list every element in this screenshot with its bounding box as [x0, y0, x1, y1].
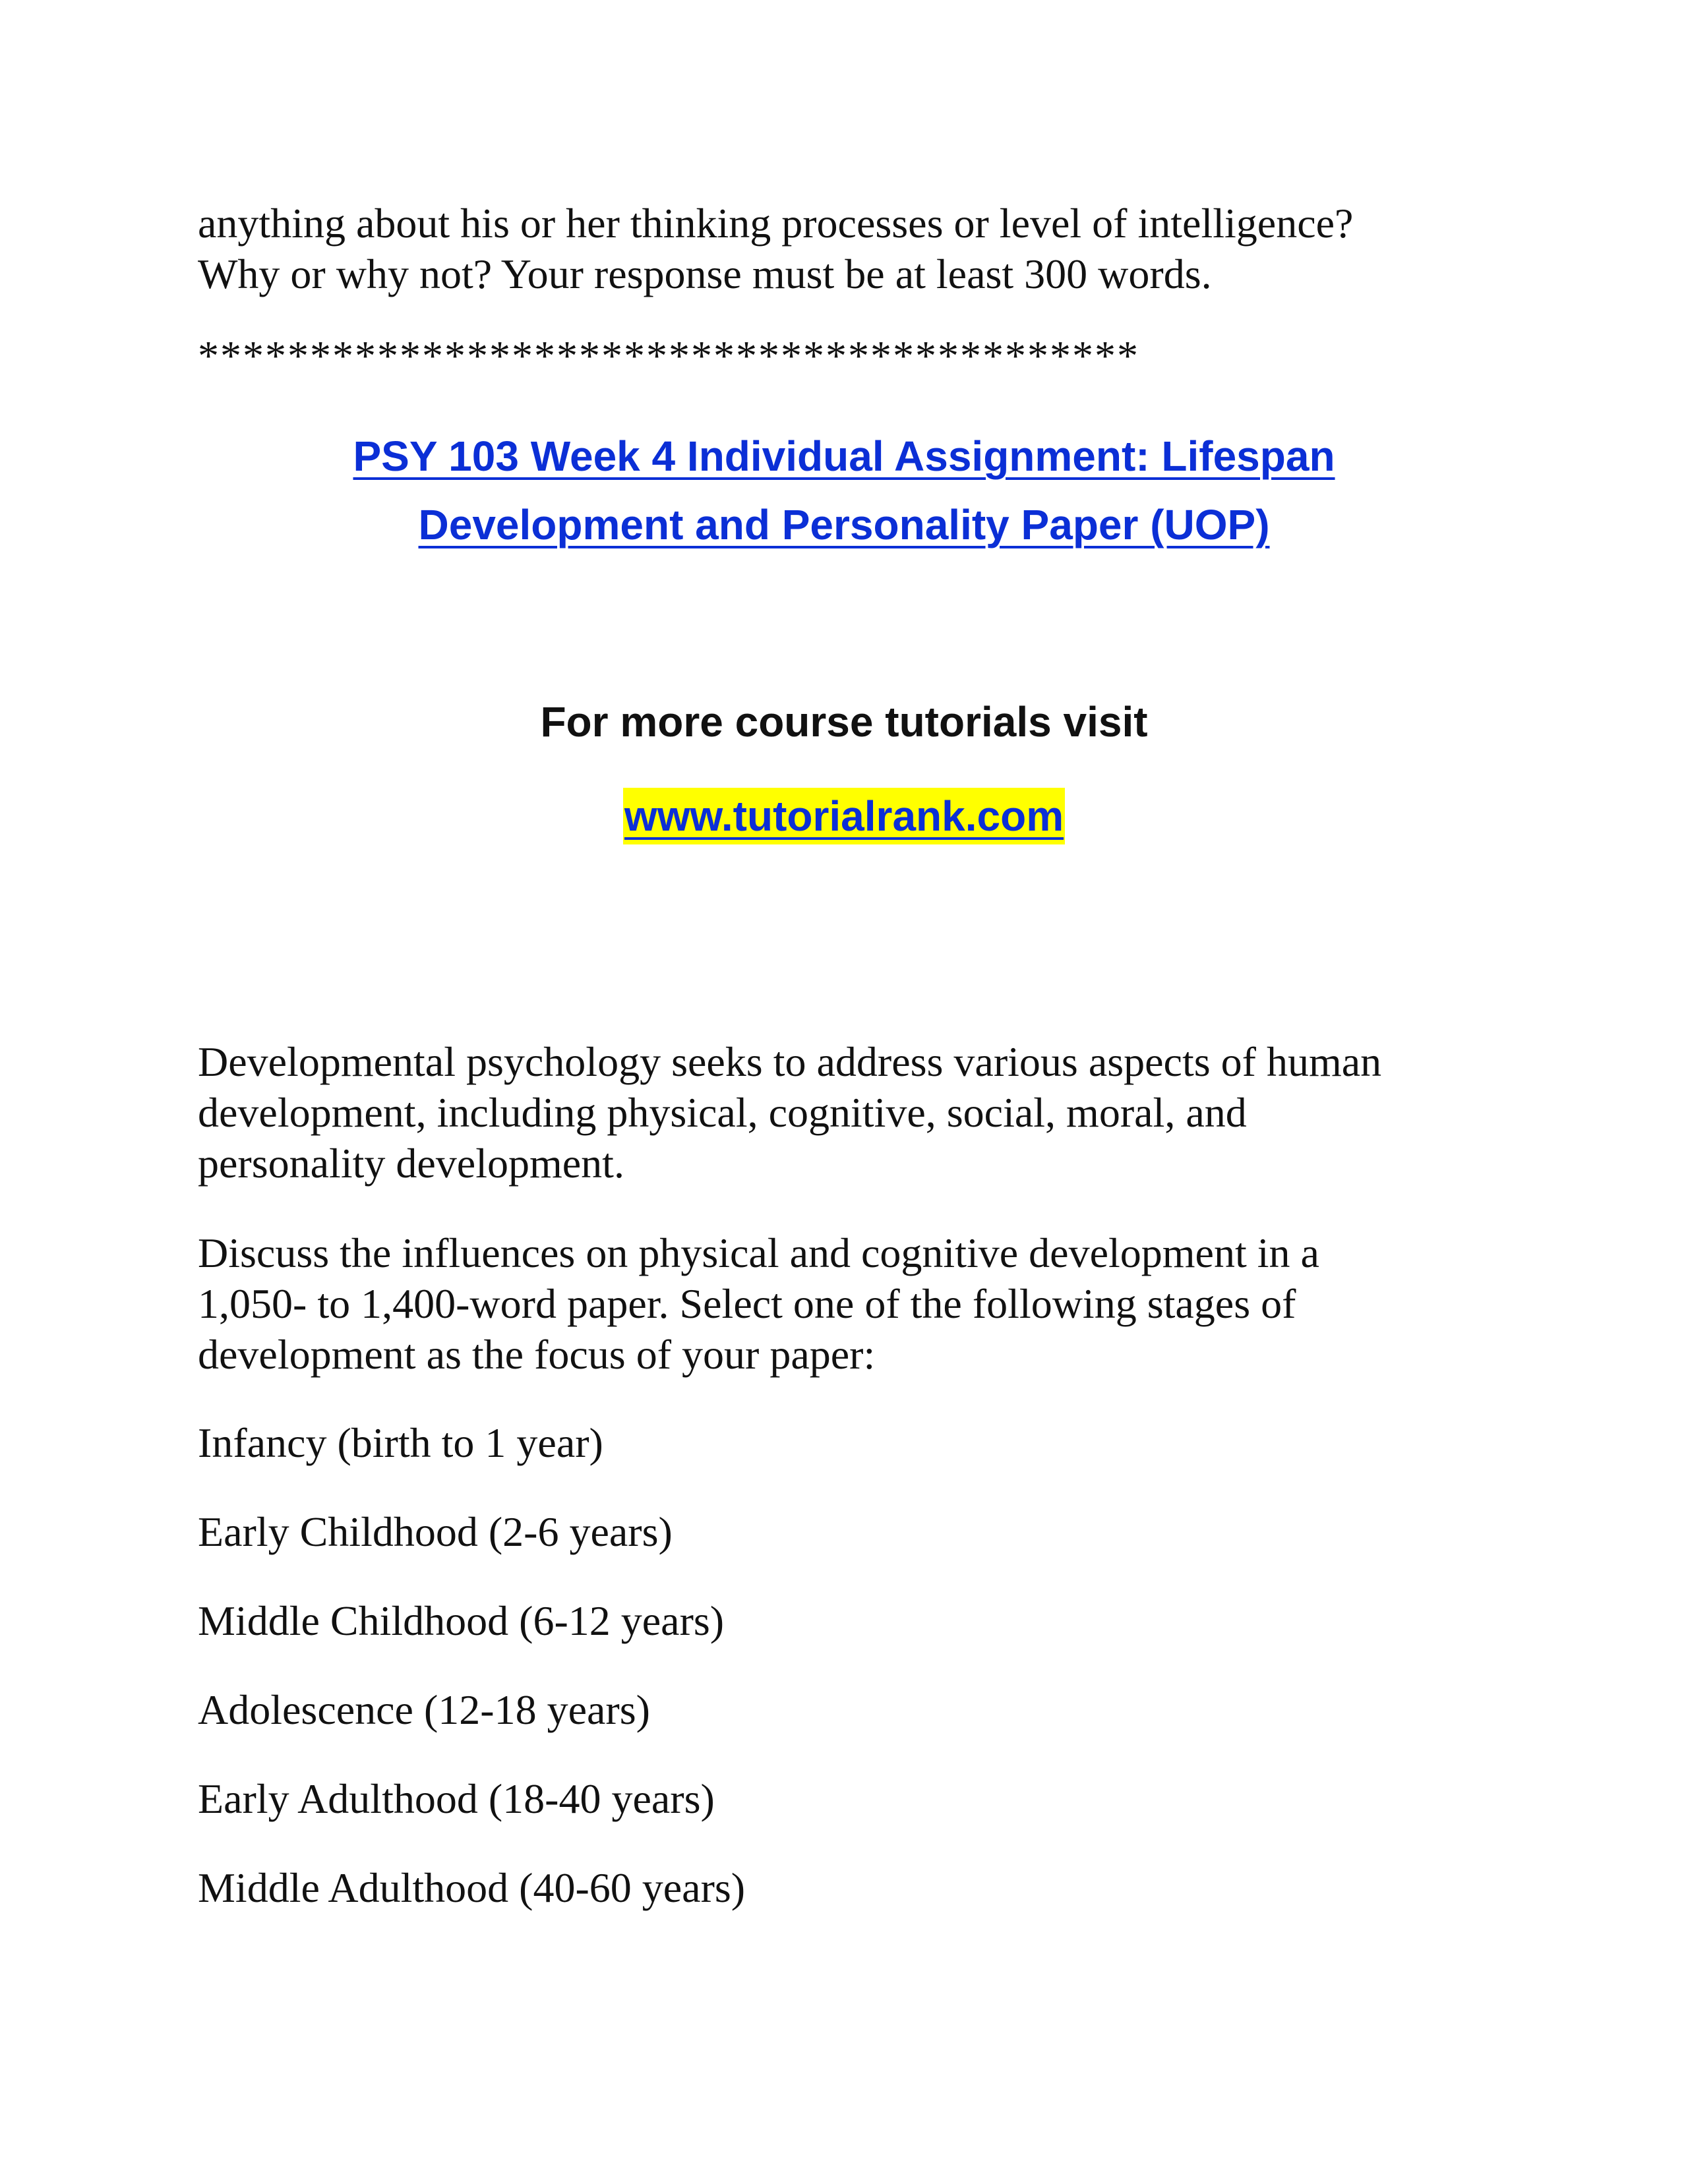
intro-line: anything about his or her thinking processes or level of intelligence?	[198, 200, 1354, 247]
url-container	[0, 788, 1688, 844]
assignment-title-link-line-2[interactable]: Development and Personality Paper (UOP)	[418, 501, 1270, 548]
assignment-title-link-line-1[interactable]: PSY 103 Week 4 Individual Assignment: Lifespan	[353, 432, 1335, 480]
visit-text: For more course tutorials visit	[540, 698, 1148, 746]
stage-item-adolescence: Adolescence (12-18 years)	[198, 1686, 650, 1733]
paragraph-line: development, including physical, cognitive, social, moral, and	[198, 1089, 1247, 1136]
paragraph-line: 1,050- to 1,400-word paper. Select one of the following stages of	[198, 1280, 1296, 1327]
stage-item-middle-adulthood: Middle Adulthood (40-60 years)	[198, 1864, 746, 1911]
stage-item-early-adulthood: Early Adulthood (18-40 years)	[198, 1775, 715, 1822]
intro-paragraph	[198, 198, 1490, 299]
paragraph-line: Discuss the influences on physical and cognitive development in a	[198, 1229, 1319, 1276]
paragraph-line: personality development.	[198, 1140, 624, 1187]
paragraph-developmental-psychology	[198, 1036, 1490, 1189]
stage-item-early-childhood: Early Childhood (2-6 years)	[198, 1508, 673, 1555]
paragraph-line: Developmental psychology seeks to address various aspects of human	[198, 1038, 1382, 1085]
stage-item-middle-childhood: Middle Childhood (6-12 years)	[198, 1597, 725, 1644]
paragraph-line: development as the focus of your paper:	[198, 1331, 876, 1378]
intro-line: Why or why not? Your response must be at least 300 words.	[198, 251, 1212, 297]
paragraph-discuss-influences	[198, 1227, 1490, 1380]
asterisk-separator: ******************************************	[198, 332, 1139, 379]
tutorialrank-link[interactable]: www.tutorialrank.com	[623, 788, 1065, 844]
stage-item-infancy: Infancy (birth to 1 year)	[198, 1419, 603, 1466]
